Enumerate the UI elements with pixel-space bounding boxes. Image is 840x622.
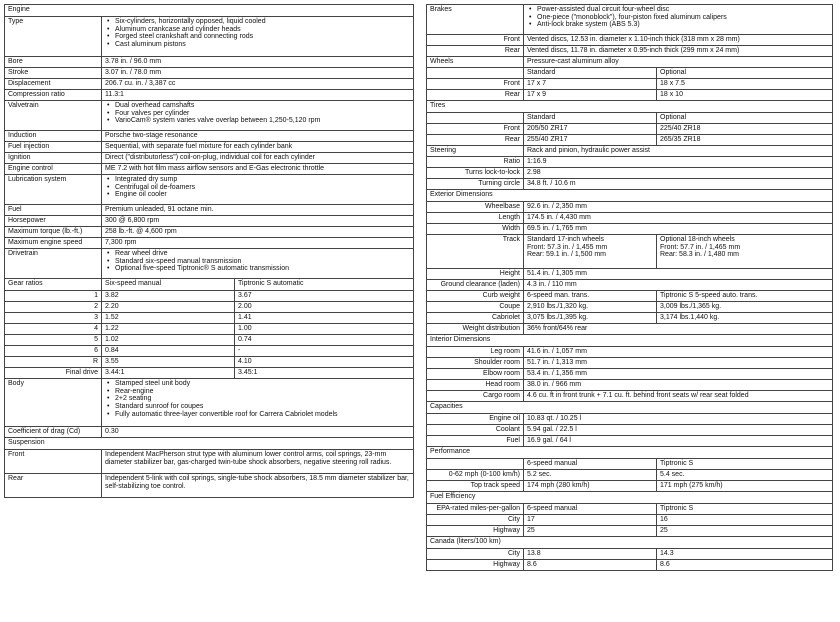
brakes-item: • One-piece ("monoblock"), four-piston fixed aluminum calipers	[537, 14, 829, 22]
lubrication-item: • Integrated dry sump	[115, 176, 410, 184]
track-front-standard: Front: 57.3 in. / 1,455 mm	[527, 243, 608, 251]
row-label-drag: Coefficient of drag (Cd)	[5, 427, 102, 438]
row-label-canada-city: City	[427, 549, 524, 560]
row-label-length: Length	[427, 213, 524, 224]
tires-rear-standard: 255/40 ZR17	[524, 135, 657, 146]
track-front-optional: Front: 57.7 in. / 1,465 mm	[660, 243, 741, 251]
row-value-horsepower: 300 @ 6,800 rpm	[102, 216, 414, 227]
row-value-elbow-room: 53.4 in. / 1,356 mm	[524, 369, 833, 380]
row-value-type	[102, 17, 414, 57]
canada-highway-tiptronic: 8.6	[657, 560, 833, 571]
track-optional	[657, 235, 833, 269]
row-label-type: Type	[5, 17, 102, 57]
row-label-cabriolet: Cabriolet	[427, 313, 524, 324]
tires-col-optional: Optional	[657, 113, 833, 124]
tires-col-standard: Standard	[524, 113, 657, 124]
row-value-wheelbase: 92.6 in. / 2,350 mm	[524, 202, 833, 213]
row-value-coolant: 5.94 gal. / 22.5 l	[524, 425, 833, 436]
row-label-curb-weight: Curb weight	[427, 291, 524, 302]
row-label-wheels-front: Front	[427, 79, 524, 90]
row-label-top-speed: Top track speed	[427, 481, 524, 492]
row-label-cargo-room: Cargo room	[427, 391, 524, 402]
section-canada: Canada (liters/100 km)	[427, 537, 833, 549]
row-label-bore: Bore	[5, 57, 102, 68]
row-label-valvetrain: Valvetrain	[5, 101, 102, 131]
row-value-fuel: Premium unleaded, 91 octane min.	[102, 205, 414, 216]
top-speed-manual: 174 mph (280 km/h)	[524, 481, 657, 492]
row-label-engine-control: Engine control	[5, 164, 102, 175]
row-value-capacity-fuel: 16.9 gal. / 64 l	[524, 436, 833, 447]
row-label-displacement: Displacement	[5, 79, 102, 90]
track-rear-optional: Rear: 58.3 in. / 1,480 mm	[660, 251, 739, 259]
section-capacities: Capacities	[427, 402, 833, 414]
cabriolet-manual: 3,075 lbs./1,395 kg.	[524, 313, 657, 324]
type-item: • Six-cylinders, horizontally opposed, liquid cooled	[115, 18, 410, 26]
row-label-capacity-fuel: Fuel	[427, 436, 524, 447]
row-label-turning-circle: Turning circle	[427, 179, 524, 190]
perf-col-manual: 6-speed manual	[524, 459, 657, 470]
row-label-max-engine-speed: Maximum engine speed	[5, 238, 102, 249]
section-performance: Performance	[427, 447, 833, 459]
gear-manual: 1.22	[102, 324, 235, 335]
row-value-cargo-room: 4.6 cu. ft in front trunk + 7.1 cu. ft. behind front seats w/ rear seat folded	[524, 391, 833, 402]
row-value-brakes-rear: Vented discs, 11.78 in. diameter x 0.95-inch thick (299 mm x 24 mm)	[524, 46, 833, 57]
row-value-drivetrain	[102, 249, 414, 279]
gear-tiptronic: 2.00	[235, 302, 414, 313]
accel-tiptronic: 5.4 sec.	[657, 470, 833, 481]
type-item: • Cast aluminum pistons	[115, 41, 410, 49]
row-value-turning-circle: 34.8 ft. / 10.6 m	[524, 179, 833, 190]
wheels-front-optional: 18 x 7.5	[657, 79, 833, 90]
curb-col-manual: 6-speed man. trans.	[524, 291, 657, 302]
row-label-body: Body	[5, 379, 102, 427]
row-value-torque: 258 lb.-ft. @ 4,600 rpm	[102, 227, 414, 238]
gear-tiptronic: 1.00	[235, 324, 414, 335]
row-label-canada-highway: Highway	[427, 560, 524, 571]
row-label-horsepower: Horsepower	[5, 216, 102, 227]
row-value-drag: 0.30	[102, 427, 414, 438]
row-label-coupe: Coupe	[427, 302, 524, 313]
wheels-front-standard: 17 x 7	[524, 79, 657, 90]
gear-label: 4	[5, 324, 102, 335]
gear-label: 2	[5, 302, 102, 313]
row-label-acceleration: 0-62 mph (0-100 km/h)	[427, 470, 524, 481]
row-value-bore: 3.78 in. / 96.0 mm	[102, 57, 414, 68]
section-interior: Interior Dimensions	[427, 335, 833, 347]
row-label-steering-ratio: Ratio	[427, 157, 524, 168]
row-label-height: Height	[427, 269, 524, 280]
gear-label: 3	[5, 313, 102, 324]
body-item: • Stamped steel unit body	[115, 380, 410, 388]
row-value-steering-ratio: 1:16.9	[524, 157, 833, 168]
track-standard-head: Standard 17-inch wheels	[527, 236, 605, 243]
row-value-shoulder-room: 51.7 in. / 1,313 mm	[524, 358, 833, 369]
row-label-leg-room: Leg room	[427, 347, 524, 358]
cabriolet-tiptronic: 3,174 lbs.1,440 kg.	[657, 313, 833, 324]
row-value-susp-rear: Independent 5-link with coil springs, single-tube shock absorbers, 18.5 mm diameter stabilizer bar, self-stabilizing toe control.	[102, 474, 414, 498]
section-wheels: Wheels	[427, 57, 524, 68]
row-label-brakes-front: Front	[427, 35, 524, 46]
perf-col-tiptronic: Tiptronic S	[657, 459, 833, 470]
row-label-tires-front: Front	[427, 124, 524, 135]
gear-label: 6	[5, 346, 102, 357]
row-value-width: 69.5 in. / 1,765 mm	[524, 224, 833, 235]
gear-label: 1	[5, 291, 102, 302]
gear-tiptronic: 1.41	[235, 313, 414, 324]
canada-city-manual: 13.8	[524, 549, 657, 560]
row-label-epa-highway: Highway	[427, 526, 524, 537]
gear-tiptronic: 4.10	[235, 357, 414, 368]
section-suspension: Suspension	[5, 438, 414, 450]
wheels-col-standard: Standard	[524, 68, 657, 79]
row-value-leg-room: 41.6 in. / 1,057 mm	[524, 347, 833, 358]
tires-front-standard: 205/50 ZR17	[524, 124, 657, 135]
wheels-rear-optional: 18 x 10	[657, 90, 833, 101]
row-value-brakes-front: Vented discs, 12.53 in. diameter x 1.10-inch thick (318 mm x 28 mm)	[524, 35, 833, 46]
row-value-height: 51.4 in. / 1,305 mm	[524, 269, 833, 280]
body-item: • 2+2 seating	[115, 395, 410, 403]
tires-rear-optional: 265/35 ZR18	[657, 135, 833, 146]
empty-cell	[427, 113, 524, 124]
row-label-shoulder-room: Shoulder room	[427, 358, 524, 369]
row-label-elbow-room: Elbow room	[427, 369, 524, 380]
gear-manual: 3.82	[102, 291, 235, 302]
lubrication-item: • Centrifugal oil de-foamers	[115, 184, 410, 192]
curb-col-tiptronic: Tiptronic S 5-speed auto. trans.	[657, 291, 833, 302]
row-value-fuel-injection: Sequential, with separate fuel mixture for each cylinder bank	[102, 142, 414, 153]
gear-label: Final drive	[5, 368, 102, 379]
row-value-wheels: Pressure-cast aluminum alloy	[524, 57, 833, 68]
row-value-stroke: 3.07 in. / 78.0 mm	[102, 68, 414, 79]
gear-col-manual: Six-speed manual	[102, 279, 235, 291]
gear-tiptronic: 0.74	[235, 335, 414, 346]
row-value-displacement: 206.7 cu. in. / 3,387 cc	[102, 79, 414, 90]
gear-tiptronic: 3.67	[235, 291, 414, 302]
efficiency-col-tiptronic: Tiptronic S	[657, 504, 833, 515]
brakes-item: • Power-assisted dual circuit four-wheel disc	[537, 6, 829, 14]
right-spec-table	[426, 4, 833, 571]
section-exterior: Exterior Dimensions	[427, 190, 833, 202]
gear-label: R	[5, 357, 102, 368]
canada-city-tiptronic: 14.3	[657, 549, 833, 560]
coupe-tiptronic: 3,009 lbs./1,365 kg.	[657, 302, 833, 313]
gear-manual: 3.44:1	[102, 368, 235, 379]
row-label-torque: Maximum torque (lb.-ft.)	[5, 227, 102, 238]
lubrication-item: • Engine oil cooler	[115, 191, 410, 199]
row-label-susp-rear: Rear	[5, 474, 102, 498]
valvetrain-item: • Dual overhead camshafts	[115, 102, 410, 110]
gear-manual: 2.20	[102, 302, 235, 313]
gear-tiptronic: 3.45:1	[235, 368, 414, 379]
drivetrain-item: • Standard six-speed manual transmission	[115, 258, 410, 266]
row-value-valvetrain	[102, 101, 414, 131]
left-spec-table	[4, 4, 414, 498]
row-value-head-room: 38.0 in. / 966 mm	[524, 380, 833, 391]
row-value-susp-front: Independent MacPherson strut type with aluminum lower control arms, coil springs, 23-mm diameter stabilizer bar, gas-charged twin-tube shock absorbers, negative steering roll radius.	[102, 450, 414, 474]
row-value-max-engine-speed: 7,300 rpm	[102, 238, 414, 249]
epa-highway-manual: 25	[524, 526, 657, 537]
valvetrain-item: • VarioCam® system varies valve overlap between 1,250-5,120 rpm	[115, 117, 410, 125]
row-value-induction: Porsche two-stage resonance	[102, 131, 414, 142]
row-label-head-room: Head room	[427, 380, 524, 391]
valvetrain-item: • Four valves per cylinder	[115, 110, 410, 118]
row-label-brakes-rear: Rear	[427, 46, 524, 57]
row-label-fuel: Fuel	[5, 205, 102, 216]
wheels-rear-standard: 17 x 9	[524, 90, 657, 101]
track-optional-head: Optional 18-inch wheels	[660, 236, 735, 243]
row-value-engine-control: ME 7.2 with hot film mass airflow sensors and E-Gas electronic throttle	[102, 164, 414, 175]
section-drivetrain: Drivetrain	[5, 249, 102, 279]
section-steering: Steering	[427, 146, 524, 157]
row-label-lubrication: Lubrication system	[5, 175, 102, 205]
row-value-steering: Rack and pinion, hydraulic power assist	[524, 146, 833, 157]
row-value-engine-oil: 10.83 qt. / 10.25 l	[524, 414, 833, 425]
row-label-weight-distribution: Weight distribution	[427, 324, 524, 335]
row-value-ground-clearance: 4.3 in. / 110 mm	[524, 280, 833, 291]
tires-front-optional: 225/40 ZR18	[657, 124, 833, 135]
row-label-susp-front: Front	[5, 450, 102, 474]
row-value-body	[102, 379, 414, 427]
section-brakes: Brakes	[427, 5, 524, 35]
section-engine: Engine	[5, 5, 414, 17]
row-label-width: Width	[427, 224, 524, 235]
type-item: • Aluminum crankcase and cylinder heads	[115, 26, 410, 34]
row-label-induction: Induction	[5, 131, 102, 142]
canada-highway-manual: 8.6	[524, 560, 657, 571]
coupe-manual: 2,910 lbs./1,320 kg.	[524, 302, 657, 313]
track-rear-standard: Rear: 59.1 in. / 1,500 mm	[527, 251, 606, 259]
body-item: • Rear-engine	[115, 388, 410, 396]
row-label-wheels-rear: Rear	[427, 90, 524, 101]
gear-tiptronic: -	[235, 346, 414, 357]
row-label-ignition: Ignition	[5, 153, 102, 164]
row-label-ground-clearance: Ground clearance (laden)	[427, 280, 524, 291]
section-fuel-efficiency: Fuel Efficiency	[427, 492, 833, 504]
row-value-turns: 2.98	[524, 168, 833, 179]
top-speed-tiptronic: 171 mph (275 km/h)	[657, 481, 833, 492]
row-value-brakes	[524, 5, 833, 35]
row-label-compression: Compression ratio	[5, 90, 102, 101]
gear-col-tiptronic: Tiptronic S automatic	[235, 279, 414, 291]
row-label-gear-ratios: Gear ratios	[5, 279, 102, 291]
row-label-tires-rear: Rear	[427, 135, 524, 146]
epa-highway-tiptronic: 25	[657, 526, 833, 537]
body-item: • Fully automatic three-layer convertible roof for Carrera Cabriolet models	[115, 411, 410, 419]
row-label-coolant: Coolant	[427, 425, 524, 436]
row-value-weight-distribution: 36% front/64% rear	[524, 324, 833, 335]
epa-city-manual: 17	[524, 515, 657, 526]
row-label-track: Track	[427, 235, 524, 269]
accel-manual: 5.2 sec.	[524, 470, 657, 481]
drivetrain-item: • Rear wheel drive	[115, 250, 410, 258]
row-label-stroke: Stroke	[5, 68, 102, 79]
track-standard	[524, 235, 657, 269]
empty-cell	[427, 459, 524, 470]
gear-label: 5	[5, 335, 102, 346]
empty-cell	[427, 68, 524, 79]
section-tires: Tires	[427, 101, 833, 113]
row-label-turns: Turns lock-to-lock	[427, 168, 524, 179]
row-label-engine-oil: Engine oil	[427, 414, 524, 425]
row-value-ignition: Direct ("distributorless") coil-on-plug, individual coil for each cylinder	[102, 153, 414, 164]
gear-manual: 1.52	[102, 313, 235, 324]
row-value-length: 174.5 in. / 4,430 mm	[524, 213, 833, 224]
efficiency-col-manual: 6-speed manual	[524, 504, 657, 515]
row-label-fuel-injection: Fuel injection	[5, 142, 102, 153]
body-item: • Standard sunroof for coupes	[115, 403, 410, 411]
epa-city-tiptronic: 16	[657, 515, 833, 526]
wheels-col-optional: Optional	[657, 68, 833, 79]
gear-manual: 0.84	[102, 346, 235, 357]
row-label-epa-city: City	[427, 515, 524, 526]
type-item: • Forged steel crankshaft and connecting rods	[115, 33, 410, 41]
row-value-lubrication	[102, 175, 414, 205]
row-label-wheelbase: Wheelbase	[427, 202, 524, 213]
brakes-item: • Anti-lock brake system (ABS 5.3)	[537, 21, 829, 29]
gear-manual: 1.02	[102, 335, 235, 346]
gear-manual: 3.55	[102, 357, 235, 368]
row-value-compression: 11.3:1	[102, 90, 414, 101]
row-label-epa: EPA-rated miles-per-gallon	[427, 504, 524, 515]
drivetrain-item: • Optional five-speed Tiptronic® S automatic transmission	[115, 265, 410, 273]
